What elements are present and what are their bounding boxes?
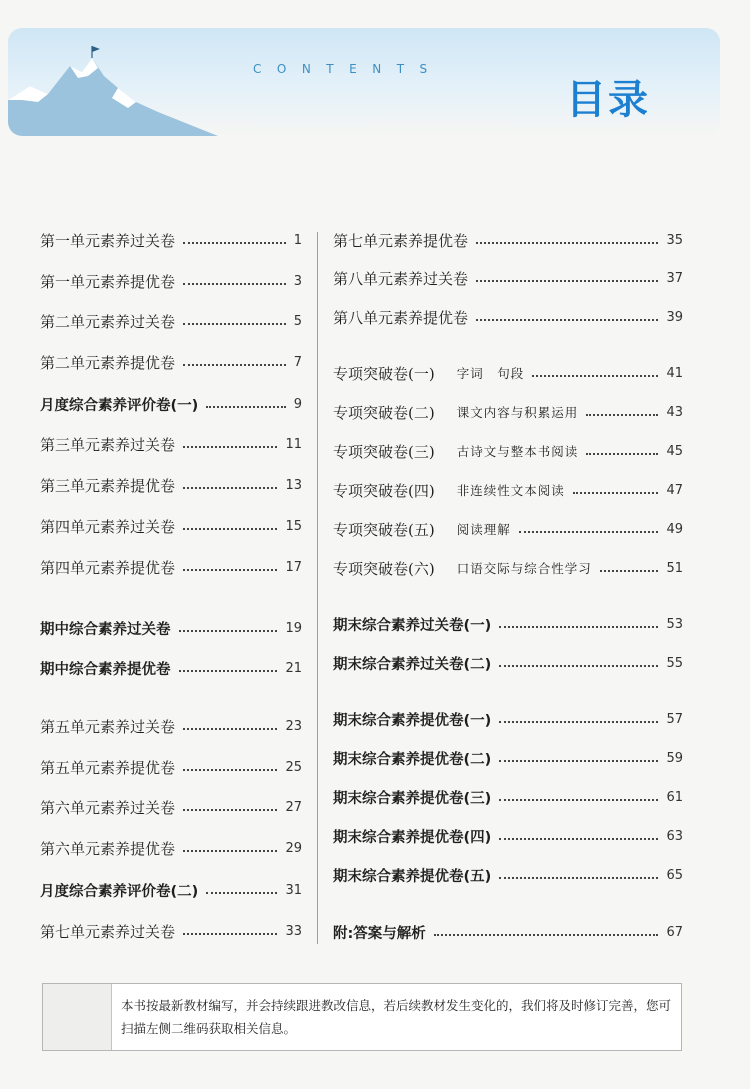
toc-entry-subtitle: 口语交际与综合性学习 xyxy=(456,561,592,576)
toc-entry-page: 11 xyxy=(285,436,302,452)
dot-leader xyxy=(183,728,277,730)
toc-entry xyxy=(333,557,683,579)
toc-entry-page: 21 xyxy=(285,660,302,676)
dot-leader xyxy=(519,531,659,533)
toc-entry-title: 第四单元素养提优卷 xyxy=(40,558,176,577)
toc-entry-page: 31 xyxy=(285,882,302,898)
dot-leader xyxy=(206,406,285,408)
toc-entry-page: 33 xyxy=(285,923,302,939)
toc-entry-title: 专项突破卷(三) xyxy=(333,442,435,461)
column-divider xyxy=(317,232,318,944)
toc-entry xyxy=(333,229,683,251)
toc-entry-page: 49 xyxy=(666,521,683,537)
dot-leader xyxy=(183,569,277,571)
dot-leader xyxy=(179,630,278,632)
notice-text: 本书按最新教材编写，并会持续跟进教改信息，若后续教材发生变化的，我们将及时修订完善，您可扫描左侧二维码获取相关信息。 xyxy=(121,998,672,1036)
dot-leader xyxy=(183,769,277,771)
toc-entry-title: 期末综合素养提优卷(二) xyxy=(333,751,492,768)
dot-leader xyxy=(206,892,277,894)
toc-entry-title: 第七单元素养过关卷 xyxy=(40,922,176,941)
toc-entry-title: 专项突破卷(二) xyxy=(333,403,435,422)
toc-entry xyxy=(333,747,683,769)
toc-entry-page: 63 xyxy=(666,828,683,844)
dot-leader xyxy=(476,280,658,282)
toc-entry-title: 第五单元素养过关卷 xyxy=(40,717,176,736)
dot-leader xyxy=(183,446,277,448)
toc-entry-title: 期中综合素养过关卷 xyxy=(40,621,171,638)
toc-entry xyxy=(40,270,302,292)
dot-leader xyxy=(499,799,658,801)
toc-entry-page: 13 xyxy=(285,477,302,493)
toc-entry xyxy=(333,518,683,540)
toc-entry xyxy=(40,515,302,537)
toc-entry xyxy=(40,351,302,373)
toc-entry-page: 51 xyxy=(666,560,683,576)
toc-entry-title: 期末综合素养过关卷(二) xyxy=(333,656,492,673)
dot-leader xyxy=(586,453,658,455)
toc-entry-subtitle: 非连续性文本阅读 xyxy=(456,483,565,498)
toc-entry xyxy=(40,657,302,679)
dot-leader xyxy=(573,492,659,494)
toc-entry-title: 专项突破卷(五) xyxy=(333,520,435,539)
mountain-illustration xyxy=(8,28,238,136)
toc-entry-page: 3 xyxy=(293,273,302,289)
toc-entry-title: 第六单元素养过关卷 xyxy=(40,798,176,817)
toc-entry xyxy=(40,715,302,737)
notice-box xyxy=(42,983,682,1051)
dot-leader xyxy=(499,665,658,667)
toc-entry xyxy=(40,433,302,455)
dot-leader xyxy=(183,528,277,530)
toc-entry-page: 27 xyxy=(285,799,302,815)
dot-leader xyxy=(183,242,286,244)
toc-entry-title: 月度综合素养评价卷(二) xyxy=(40,883,199,900)
toc-entry-title: 期末综合素养过关卷(一) xyxy=(333,617,492,634)
toc-entry-title: 第五单元素养提优卷 xyxy=(40,758,176,777)
toc-entry-page: 37 xyxy=(666,270,683,286)
toc-entry xyxy=(333,440,683,462)
toc-entry-title: 专项突破卷(四) xyxy=(333,481,435,500)
dot-leader xyxy=(179,670,278,672)
dot-leader xyxy=(532,375,658,377)
toc-entry-page: 5 xyxy=(293,313,302,329)
dot-leader xyxy=(183,323,286,325)
toc-entry-page: 17 xyxy=(285,559,302,575)
toc-entry-title: 期末综合素养提优卷(三) xyxy=(333,790,492,807)
toc-entry xyxy=(333,479,683,501)
toc-entry-title: 第一单元素养提优卷 xyxy=(40,272,176,291)
dot-leader xyxy=(499,877,658,879)
toc-entry-page: 9 xyxy=(293,396,302,412)
toc-entry-subtitle: 古诗文与整本书阅读 xyxy=(456,444,579,459)
dot-leader xyxy=(499,838,658,840)
dot-leader xyxy=(586,414,658,416)
toc-entry xyxy=(40,837,302,859)
toc-entry xyxy=(40,920,302,942)
toc-entry-page: 1 xyxy=(293,232,302,248)
toc-entry-title: 期末综合素养提优卷(一) xyxy=(333,712,492,729)
toc-entry-subtitle: 课文内容与积累运用 xyxy=(456,405,579,420)
toc-entry xyxy=(333,267,683,289)
toc-entry xyxy=(333,652,683,674)
toc-entry-title: 专项突破卷(一) xyxy=(333,364,435,383)
toc-entry-page: 53 xyxy=(666,616,683,632)
toc-entry-title: 第二单元素养提优卷 xyxy=(40,353,176,372)
qr-code-area xyxy=(43,984,112,1050)
toc-entry xyxy=(333,921,683,943)
toc-entry-page: 15 xyxy=(285,518,302,534)
toc-entry-page: 43 xyxy=(666,404,683,420)
toc-entry-title: 月度综合素养评价卷(一) xyxy=(40,397,199,414)
toc-entry-title: 第六单元素养提优卷 xyxy=(40,839,176,858)
dot-leader xyxy=(499,760,658,762)
toc-entry xyxy=(333,306,683,328)
toc-entry xyxy=(333,825,683,847)
toc-entry-title: 附:答案与解析 xyxy=(333,925,426,942)
toc-entry xyxy=(40,617,302,639)
contents-label: CONTENTS xyxy=(253,62,443,76)
toc-entry-page: 65 xyxy=(666,867,683,883)
toc-entry xyxy=(333,786,683,808)
toc-entry-title: 第八单元素养过关卷 xyxy=(333,269,469,288)
dot-leader xyxy=(183,283,286,285)
toc-entry-page: 47 xyxy=(666,482,683,498)
toc-entry-page: 55 xyxy=(666,655,683,671)
toc-entry-page: 29 xyxy=(285,840,302,856)
toc-entry-subtitle: 字词 句段 xyxy=(456,366,525,381)
dot-leader xyxy=(183,809,277,811)
flag-icon xyxy=(92,46,100,52)
dot-leader xyxy=(183,364,286,366)
toc-entry-page: 19 xyxy=(285,620,302,636)
toc-entry-page: 41 xyxy=(666,365,683,381)
dot-leader xyxy=(183,850,277,852)
toc-entry xyxy=(40,879,302,901)
toc-entry-page: 25 xyxy=(285,759,302,775)
toc-entry-page: 39 xyxy=(666,309,683,325)
toc-entry xyxy=(40,393,302,415)
toc-entry xyxy=(333,708,683,730)
toc-entry-title: 期末综合素养提优卷(五) xyxy=(333,868,492,885)
dot-leader xyxy=(434,934,659,936)
toc-entry-title: 第三单元素养过关卷 xyxy=(40,435,176,454)
dot-leader xyxy=(183,487,277,489)
toc-entry-page: 59 xyxy=(666,750,683,766)
toc-entry xyxy=(40,796,302,818)
toc-entry xyxy=(40,556,302,578)
toc-entry-page: 45 xyxy=(666,443,683,459)
toc-entry-title: 期中综合素养提优卷 xyxy=(40,661,171,678)
toc-entry xyxy=(40,756,302,778)
toc-entry xyxy=(333,362,683,384)
page-title: 目录 xyxy=(566,77,650,123)
toc-entry-page: 35 xyxy=(666,232,683,248)
toc-entry-title: 第八单元素养提优卷 xyxy=(333,308,469,327)
toc-entry-title: 第七单元素养提优卷 xyxy=(333,231,469,250)
toc-entry-title: 专项突破卷(六) xyxy=(333,559,435,578)
toc-entry-page: 57 xyxy=(666,711,683,727)
toc-entry-page: 61 xyxy=(666,789,683,805)
toc-entry xyxy=(40,229,302,251)
dot-leader xyxy=(600,570,659,572)
toc-entry-title: 第四单元素养过关卷 xyxy=(40,517,176,536)
toc-entry-page: 23 xyxy=(285,718,302,734)
toc-entry xyxy=(40,474,302,496)
toc-entry-title: 第一单元素养过关卷 xyxy=(40,231,176,250)
dot-leader xyxy=(499,626,658,628)
dot-leader xyxy=(476,242,658,244)
toc-entry xyxy=(40,310,302,332)
toc-entry xyxy=(333,864,683,886)
toc-entry-subtitle: 阅读理解 xyxy=(456,522,511,537)
toc-entry-page: 7 xyxy=(293,354,302,370)
dot-leader xyxy=(183,933,277,935)
toc-entry-title: 第二单元素养过关卷 xyxy=(40,312,176,331)
toc-entry-page: 67 xyxy=(666,924,683,940)
dot-leader xyxy=(476,319,658,321)
dot-leader xyxy=(499,721,658,723)
toc-entry-title: 期末综合素养提优卷(四) xyxy=(333,829,492,846)
toc-entry xyxy=(333,401,683,423)
toc-entry-title: 第三单元素养提优卷 xyxy=(40,476,176,495)
toc-entry xyxy=(333,613,683,635)
